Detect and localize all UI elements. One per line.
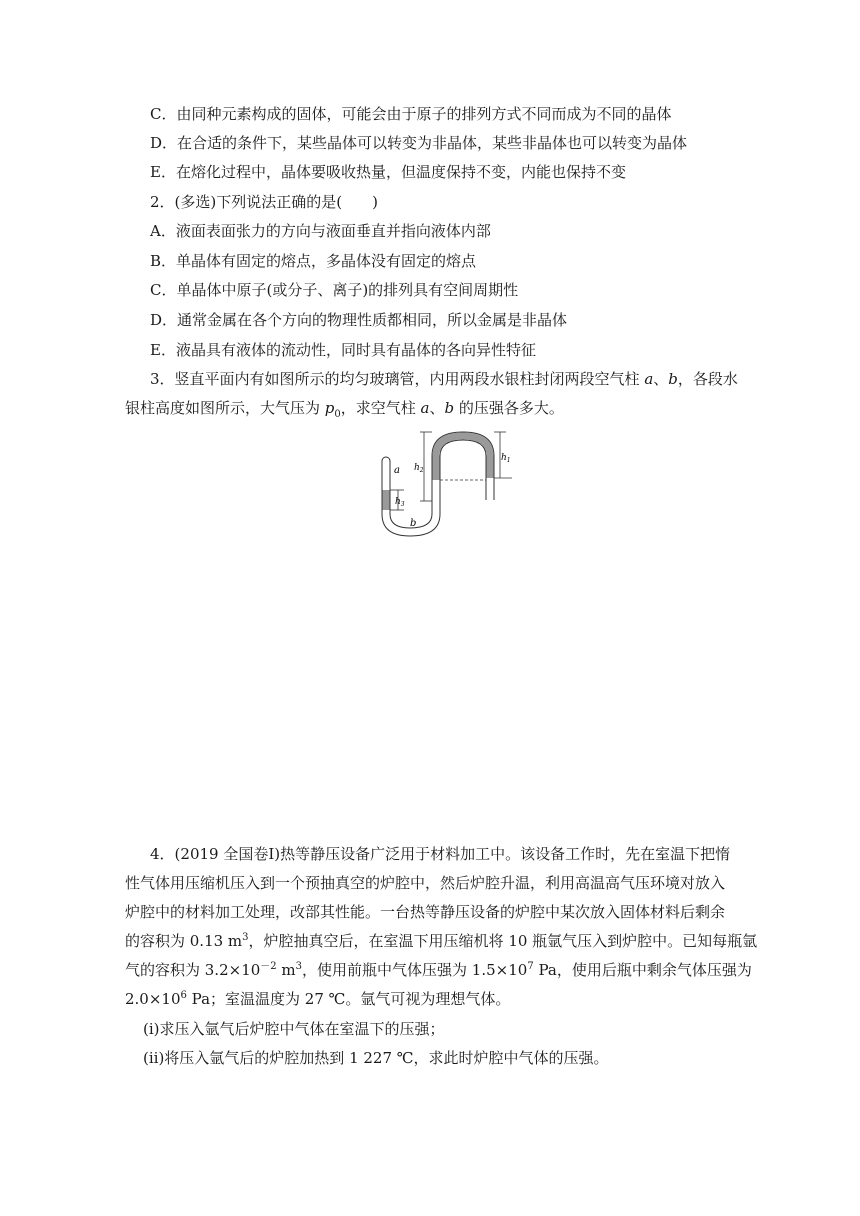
q2-option-e: E．液晶具有液体的流动性，同时具有晶体的各向异性特征 xyxy=(150,341,536,359)
label-h2: $h_2$ xyxy=(414,463,424,474)
q4-line5: 气的容积为 $3.2\times 10^{-2}$ $m^3$，使用前瓶中气体压强为 $1.5\times 10^7$ Pa，使用后瓶中剩余气体压强为 xyxy=(125,961,752,979)
glass-tube-figure xyxy=(370,428,520,543)
q2-option-d: D．通常金属在各个方向的物理性质都相同，所以金属是非晶体 xyxy=(150,311,568,329)
q3-stem-line1: 3．竖直平面内有如图所示的均匀玻璃管，内用两段水银柱封闭两段空气柱 a、b，各段水 xyxy=(150,370,738,388)
q1-option-e: E．在熔化过程中，晶体要吸收热量，但温度保持不变，内能也保持不变 xyxy=(150,163,626,181)
q2-option-a: A．液面表面张力的方向与液面垂直并指向液体内部 xyxy=(150,222,491,240)
q1-option-c: C．由同种元素构成的固体，可能会由于原子的排列方式不同而成为不同的晶体 xyxy=(150,105,672,123)
q3-stem-line2: 银柱高度如图所示，大气压为 $p_0$，求空气柱 a、b 的压强各多大。 xyxy=(125,399,564,420)
q2-stem: 2．(多选)下列说法正确的是( ) xyxy=(150,193,378,211)
label-b: b xyxy=(410,518,417,529)
mercury-column-left xyxy=(383,490,390,510)
label-h1: $h_1$ xyxy=(501,453,511,464)
q4-line4: 的容积为 0.13 $m^3$，炉腔抽真空后，在室温下用压缩机将 10 瓶氩气压入到炉腔中。已知每瓶氩 xyxy=(125,932,758,950)
q1-option-d: D．在合适的条件下，某些晶体可以转变为非晶体，某些非晶体也可以转变为晶体 xyxy=(150,134,688,152)
q4-line2: 性气体用压缩机压入到一个预抽真空的炉腔中，然后炉腔升温，利用高温高气压环境对放入 xyxy=(125,874,726,892)
q4-line1: 4．(2019 全国卷Ⅰ)热等静压设备广泛用于材料加工中。该设备工作时，先在室温下把惰 xyxy=(150,845,731,863)
q2-option-c: C．单晶体中原子(或分子、离子)的排列具有空间周期性 xyxy=(150,281,519,299)
q4-line3: 炉腔中的材料加工处理，改部其性能。一台热等静压设备的炉腔中某次放入固体材料后剩余 xyxy=(125,903,726,921)
q4-sub-i: (ⅰ)求压入氩气后炉腔中气体在室温下的压强； xyxy=(143,1020,445,1038)
label-a: a xyxy=(394,465,400,476)
q4-line6: $2.0\times 10^6$ Pa；室温温度为 27 ℃。氩气可视为理想气体。 xyxy=(125,990,511,1008)
label-h3: $h_3$ xyxy=(395,497,405,508)
q2-option-b: B．单晶体有固定的熔点，多晶体没有固定的熔点 xyxy=(150,252,477,270)
q4-sub-ii: (ⅱ)将压入氩气后的炉腔加热到 1 227 ℃，求此时炉腔中气体的压强。 xyxy=(143,1049,609,1067)
